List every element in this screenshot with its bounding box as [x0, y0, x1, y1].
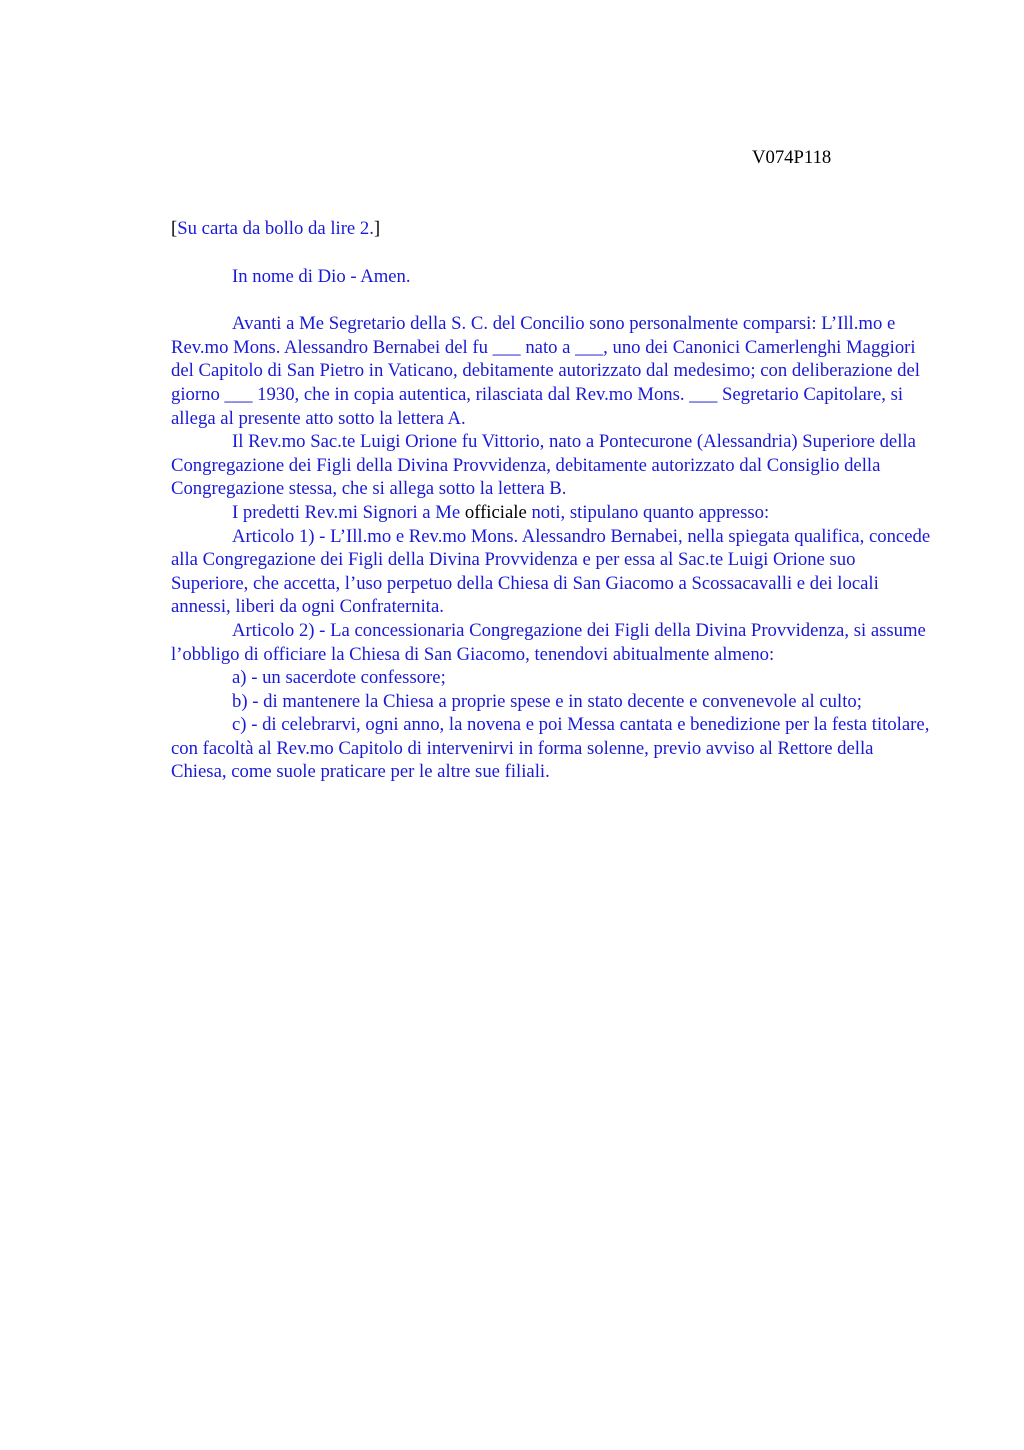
- obligation-a: a) - un sacerdote confessore;: [232, 667, 446, 689]
- stipulation-highlight: officiale: [464, 501, 527, 523]
- paragraph-orione: Il Rev.mo Sac.te Luigi Orione fu Vittorio, nato a Pontecurone (Alessandria) Superiore della Congregazione dei Figli della Divina Provvidenza, debitamente autorizzato dal Consiglio della Congregazione stessa, che si allega sotto la lettera B.: [171, 431, 916, 500]
- obligation-b: b) - di mantenere la Chiesa a proprie spese e in stato decente e convenevole al culto;: [232, 690, 862, 712]
- stamp-paper-note: [171, 217, 931, 241]
- paragraph-appearance: Avanti a Me Segretario della S. C. del Concilio sono personalmente comparsi: L’Ill.mo e Rev.mo Mons. Alessandro Bernabei del fu ___ nato a ___, uno dei Canonici Camerlenghi Maggiori del Capitolo di San Pietro in Vaticano, debitamente autorizzato dal medesimo; con deliberazione del giorno ___ 1930, che in copia autentica, rilasciata dal Rev.mo Mons. ___ Segretario Capitolare, si allega al presente atto sotto la lettera A.: [171, 313, 921, 429]
- invocation: In nome di Dio - Amen.: [232, 265, 411, 287]
- article-1: Articolo 1) - L’Ill.mo e Rev.mo Mons. Alessandro Bernabei, nella spiegata qualifica, concede alla Congregazione dei Figli della Divina Provvidenza e per essa al Sac.te Luigi Orione suo Superiore, che accetta, l’uso perpetuo della Chiesa di San Giacomo a Scossacavalli e dei locali annessi, liberi da ogni Confraternita.: [171, 525, 931, 618]
- note-close-bracket: ]: [373, 218, 381, 239]
- stipulation-text-before: I predetti Rev.mi Signori a Me: [232, 501, 465, 523]
- document-body: [171, 217, 931, 784]
- paragraph-stipulation: [171, 501, 931, 525]
- note-open-bracket: [: [171, 218, 178, 239]
- stipulation-text-after: noti, stipulano quanto appresso:: [526, 501, 770, 523]
- obligation-c: c) - di celebrarvi, ogni anno, la novena e poi Messa cantata e benedizione per la festa titolare, con facoltà al Rev.mo Capitolo di intervenirvi in forma solenne, previo avviso al Rettore della Chiesa, come suole praticare per le altre sue filiali.: [171, 714, 930, 783]
- page-reference: V074P118: [752, 147, 832, 168]
- article-2: Articolo 2) - La concessionaria Congregazione dei Figli della Divina Provvidenza, si assume l’obbligo di officiare la Chiesa di San Giacomo, tenendovi abitualmente almeno:: [171, 619, 926, 665]
- note-text: Su carta da bollo da lire 2.: [177, 218, 374, 239]
